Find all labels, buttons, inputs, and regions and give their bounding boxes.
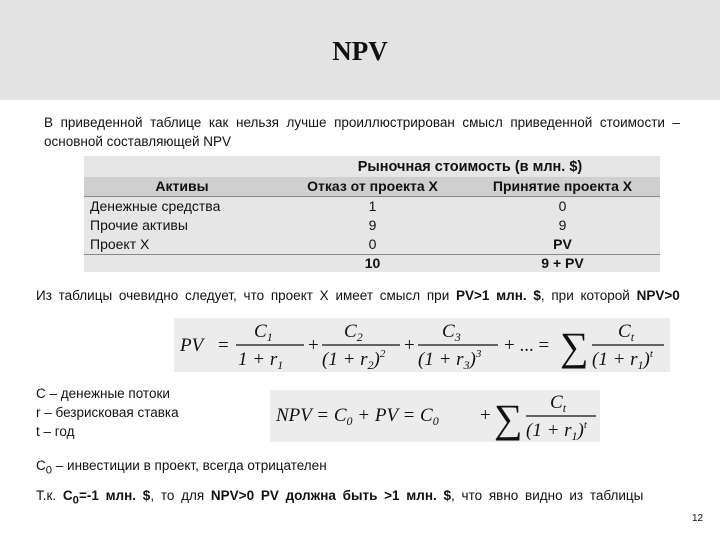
final-prefix: Т.к. xyxy=(36,488,63,503)
intro-paragraph: В приведенной таблице как нельзя лучше проиллюстрирован смысл приведенной стоимости – основной составляющей NPV xyxy=(44,115,680,149)
condition-pv: PV>1 млн. $ xyxy=(455,288,541,303)
table-total-row xyxy=(84,254,660,273)
header-assets: Активы xyxy=(155,178,209,194)
conclusion-text-1: Из таблицы очевидно следует, что проект X имеет смысл при xyxy=(36,288,456,303)
row-reject-value: 0 xyxy=(368,236,377,252)
c0-note xyxy=(36,456,682,481)
c0-subscript: 0 xyxy=(45,464,53,477)
sum-sign: ∑ xyxy=(494,396,523,441)
term1-denominator: $1 + r_1$ xyxy=(238,349,284,372)
pv-equals: = xyxy=(218,335,229,356)
term3-denominator: $(1 + r_3)^3$ xyxy=(418,348,482,372)
row-accept-value: PV xyxy=(553,236,572,252)
term2-denominator: $(1 + r_2)^2$ xyxy=(322,348,386,372)
term3-numerator: $C_3$ xyxy=(442,321,461,344)
table-row xyxy=(84,235,660,254)
pv-lhs: PV xyxy=(180,335,204,356)
row-accept-value: 0 xyxy=(558,198,567,214)
conclusion-text-2: , при которой xyxy=(540,288,637,303)
row-label: Прочие активы xyxy=(90,217,188,233)
npv-sum-numerator: $C_t$ xyxy=(550,392,567,415)
table-row xyxy=(84,197,660,216)
legend-t: t – год xyxy=(36,424,75,439)
pv-formula xyxy=(174,318,670,372)
row-reject-value: 1 xyxy=(368,198,377,214)
table-row xyxy=(84,216,660,235)
market-value-table xyxy=(84,156,660,272)
sum-sign: ∑ xyxy=(560,324,589,369)
npv-formula-svg xyxy=(270,390,600,442)
sum-denominator: $(1 + r_1)^t$ xyxy=(592,348,653,372)
final-suffix: , что явно видно из таблицы xyxy=(451,488,644,503)
c0-symbol: C xyxy=(36,458,46,473)
legend-c: C – денежные потоки xyxy=(36,386,170,401)
page-number: 12 xyxy=(692,513,704,524)
sum-numerator: $C_t$ xyxy=(618,321,635,344)
table-header-row xyxy=(84,177,660,196)
term2-numerator: $C_2$ xyxy=(344,321,363,344)
total-label xyxy=(90,254,280,273)
row-label: Денежные средства xyxy=(90,198,221,214)
condition-npv: NPV>0 xyxy=(636,288,680,303)
final-c0: $C_0=-1$ млн. $ xyxy=(62,488,151,507)
c0-note-text: – инвестиции в проект, всегда отрицателен xyxy=(52,458,327,473)
final-middle: , то для xyxy=(150,488,211,503)
plus-sign: + xyxy=(480,405,491,426)
table-group-header: Рыночная стоимость (в млн. $) xyxy=(357,159,583,175)
pv-formula-svg xyxy=(174,318,670,372)
plus-sign: + xyxy=(308,335,319,356)
row-reject-value: 9 xyxy=(368,217,377,233)
plus-sign: + xyxy=(404,335,415,356)
slide-title: NPV xyxy=(332,36,388,66)
ellipsis-equals: + ... = xyxy=(504,335,550,356)
title-bar xyxy=(0,0,720,100)
legend xyxy=(36,384,236,441)
legend-r: r – безрисковая ставка xyxy=(36,405,179,420)
row-accept-value: 9 xyxy=(558,217,567,233)
total-reject: 10 xyxy=(364,255,381,271)
header-reject: Отказ от проекта X xyxy=(307,178,438,194)
total-accept: 9 + PV xyxy=(541,255,584,271)
header-accept: Принятие проекта X xyxy=(492,178,633,194)
final-paragraph xyxy=(36,486,682,511)
npv-formula xyxy=(270,390,600,442)
npv-sum-denominator: $(1 + r_1)^t$ xyxy=(526,419,587,442)
npv-equation-text: NPV = $C_0$ + PV = $C_0$ xyxy=(276,405,439,428)
final-condition: NPV>0 PV должна быть >1 млн. $ xyxy=(210,488,452,503)
term1-numerator: $C_1$ xyxy=(254,321,273,344)
row-label: Проект X xyxy=(90,236,150,252)
conclusion-paragraph xyxy=(36,286,682,305)
